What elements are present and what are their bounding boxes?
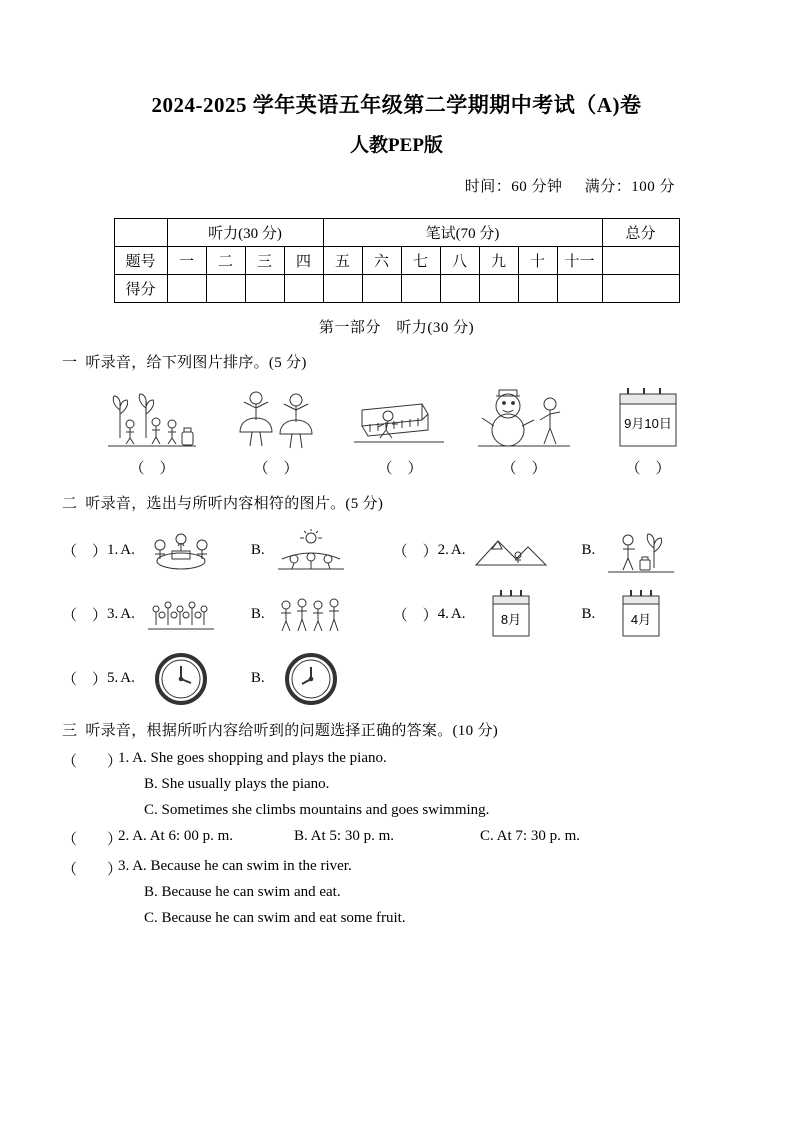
- q2-blank[interactable]: （ ）: [392, 544, 438, 560]
- q1-blank[interactable]: （ ）: [377, 460, 423, 477]
- total-group-header: 总分: [602, 218, 679, 246]
- q3-option-b[interactable]: B. Because he can swim and eat.: [144, 883, 341, 900]
- birthday-party-icon[interactable]: [139, 528, 223, 574]
- q3-option-a: A. Because he can swim in the river.: [132, 857, 352, 874]
- q2-option-label: A.: [120, 670, 135, 686]
- q2-row-2: [62, 589, 731, 641]
- row-label-score: 得分: [114, 274, 167, 302]
- q2-option-label: B.: [581, 542, 596, 558]
- row-label-question: 题号: [114, 246, 167, 274]
- part-one-title: 第一部分 听力(30 分): [318, 319, 475, 336]
- question-one-number: 一: [62, 354, 78, 371]
- calendar-month-label: 8月: [501, 611, 522, 627]
- snowman-icon: [472, 380, 576, 454]
- question-number-cell: 七: [401, 246, 440, 274]
- empty-corner-cell: [114, 218, 167, 246]
- tree-planting-girl-icon[interactable]: [599, 525, 683, 577]
- q2-item-3: [62, 592, 353, 638]
- question-three-prompt: 听录音，根据所听内容给听到的问题选择正确的答案。(10 分): [85, 722, 499, 739]
- q2-item-index: 2.: [437, 542, 449, 558]
- q3-item-3: [62, 858, 731, 927]
- q3-option-a[interactable]: 2. A. At 6: 00 p. m.: [118, 827, 234, 844]
- exam-meta: [62, 175, 675, 196]
- q1-answer-blanks: [100, 457, 700, 478]
- question-number-cell: 五: [323, 246, 362, 274]
- q2-option-label: A.: [120, 542, 135, 558]
- page-title: 2024-2025 学年英语五年级第二学期期中考试（A)卷: [151, 93, 642, 117]
- q1-blank[interactable]: （ ）: [625, 460, 671, 477]
- q3-option-line[interactable]: [118, 750, 731, 767]
- score-cell[interactable]: [401, 274, 440, 302]
- question-number-cell: 二: [206, 246, 245, 274]
- q3-option-a: A. She goes shopping and plays the piano.: [132, 749, 387, 766]
- q3-option-c[interactable]: C. Sometimes she climbs mountains and goes swimming.: [144, 801, 490, 818]
- question-number-cell: 一: [167, 246, 206, 274]
- table-row-scores: [114, 274, 679, 302]
- question-one-prompt: 听录音，给下列图片排序。(5 分): [85, 354, 307, 371]
- crowd-icon[interactable]: [269, 592, 353, 638]
- q3-item-2: [62, 828, 731, 849]
- question-number-cell: 三: [245, 246, 284, 274]
- calendar-month-label: 4月: [631, 611, 652, 627]
- question-number-cell: 八: [440, 246, 479, 274]
- svg-text:9月10日: 9月10日: [624, 415, 672, 431]
- exam-total: 满分：100 分: [584, 178, 675, 195]
- q2-item-index: 4.: [437, 606, 449, 622]
- question-one-heading: [62, 351, 731, 372]
- q3-option-b[interactable]: B. She usually plays the piano.: [144, 775, 330, 792]
- tree-planting-icon: [100, 380, 204, 454]
- q1-picture-row: [100, 380, 700, 454]
- q2-option-label: B.: [250, 606, 265, 622]
- written-group-header: 笔试(70 分): [323, 218, 602, 246]
- clock-icon[interactable]: [139, 653, 223, 705]
- q3-option-b[interactable]: B. At 5: 30 p. m.: [294, 827, 395, 844]
- q2-item-4: [393, 589, 684, 641]
- score-cell[interactable]: [245, 274, 284, 302]
- q2-item-index: 3.: [107, 606, 119, 622]
- question-number-cell: 四: [284, 246, 323, 274]
- question-number-cell: 十: [518, 246, 557, 274]
- exam-time: 时间：60 分钟: [464, 178, 563, 195]
- picnic-icon[interactable]: [269, 528, 353, 574]
- score-cell[interactable]: [206, 274, 245, 302]
- q2-blank[interactable]: （ ）: [62, 608, 108, 624]
- score-cell[interactable]: [479, 274, 518, 302]
- score-cell[interactable]: [284, 274, 323, 302]
- mountain-climbing-icon[interactable]: [469, 528, 553, 574]
- question-number-cell: 十一: [557, 246, 602, 274]
- score-cell[interactable]: [167, 274, 206, 302]
- q3-items: [62, 750, 731, 927]
- score-cell[interactable]: [362, 274, 401, 302]
- q2-option-label: A.: [120, 606, 135, 622]
- q2-row-1: [62, 525, 731, 577]
- q1-blank[interactable]: （ ）: [129, 460, 175, 477]
- q2-item-2: [393, 525, 684, 577]
- calendar-icon[interactable]: [599, 589, 683, 641]
- q1-blank[interactable]: （ ）: [501, 460, 547, 477]
- q2-blank[interactable]: （ ）: [62, 544, 108, 560]
- question-three-heading: [62, 719, 731, 740]
- q2-item-index: 5.: [107, 670, 119, 686]
- q2-option-label: B.: [250, 670, 265, 686]
- q3-item-index: 2.: [118, 827, 130, 844]
- q2-option-label: A.: [450, 542, 466, 558]
- score-cell[interactable]: [323, 274, 362, 302]
- dancing-girls-icon: [224, 380, 328, 454]
- q2-option-label: A.: [450, 606, 466, 622]
- table-row-question-numbers: [114, 246, 679, 274]
- q3-item-index: 3.: [118, 857, 130, 874]
- q3-item-index: 1.: [118, 749, 130, 766]
- q3-option-c[interactable]: C. At 7: 30 p. m.: [480, 827, 581, 844]
- question-two-heading: [62, 492, 731, 513]
- score-table: [114, 218, 680, 303]
- q2-row-3: [62, 653, 731, 705]
- q3-option-line[interactable]: [118, 858, 731, 875]
- question-two-number: 二: [62, 495, 78, 512]
- calendar-icon: [596, 380, 700, 454]
- q3-blank[interactable]: （ ）: [62, 861, 123, 878]
- q2-option-label: B.: [250, 542, 265, 558]
- clock-icon[interactable]: [269, 653, 353, 705]
- table-row-group-header: [114, 218, 679, 246]
- flower-field-icon[interactable]: [139, 592, 223, 638]
- calendar-icon[interactable]: [469, 589, 553, 641]
- q2-item-index: 1.: [107, 542, 119, 558]
- q1-blank[interactable]: （ ）: [253, 460, 299, 477]
- piano-playing-icon: [348, 380, 452, 454]
- total-score-cell[interactable]: [602, 246, 679, 274]
- q2-item-5: [62, 653, 353, 705]
- q2-blank[interactable]: （ ）: [62, 672, 108, 688]
- q3-blank[interactable]: （ ）: [62, 831, 123, 848]
- question-number-cell: 九: [479, 246, 518, 274]
- score-cell[interactable]: [440, 274, 479, 302]
- page-subtitle: 人教PEP版: [350, 134, 443, 156]
- question-two-prompt: 听录音，选出与所听内容相符的图片。(5 分): [85, 495, 384, 512]
- question-number-cell: 六: [362, 246, 401, 274]
- listening-group-header: 听力(30 分): [167, 218, 323, 246]
- total-blank-cell[interactable]: [602, 274, 679, 302]
- q2-item-1: [62, 528, 353, 574]
- q2-option-label: B.: [581, 606, 596, 622]
- q3-item-1: [62, 750, 731, 819]
- question-three-number: 三: [62, 722, 78, 739]
- q3-blank[interactable]: （ ）: [62, 753, 123, 770]
- score-cell[interactable]: [518, 274, 557, 302]
- score-cell[interactable]: [557, 274, 602, 302]
- q2-blank[interactable]: （ ）: [392, 608, 438, 624]
- q3-option-c[interactable]: C. Because he can swim and eat some fruit.: [144, 909, 406, 926]
